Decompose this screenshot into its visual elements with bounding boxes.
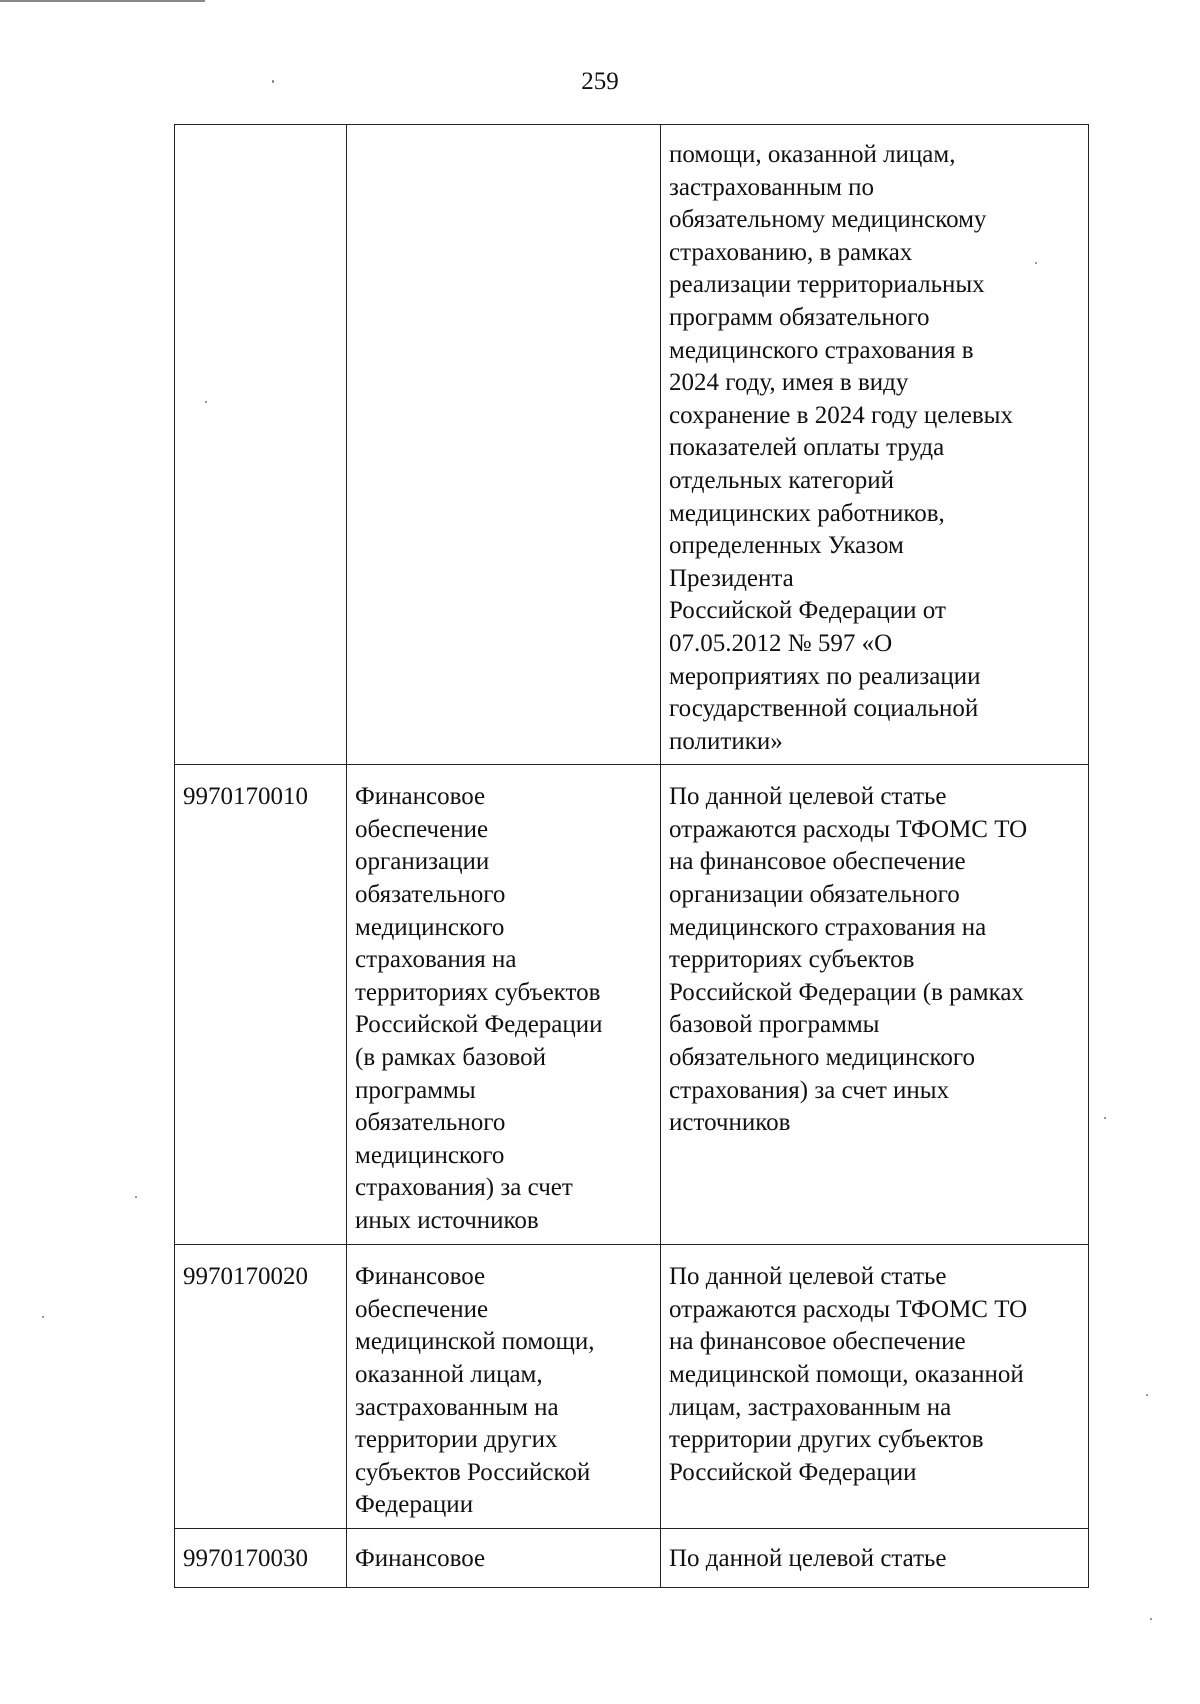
- target-articles-table: [174, 124, 1089, 1588]
- table-row: [175, 1529, 1089, 1588]
- code-cell: 9970170010: [175, 765, 347, 1245]
- scan-speck: [1150, 1618, 1152, 1620]
- name-cell: Финансовое: [347, 1529, 661, 1588]
- scan-speck: [1035, 262, 1037, 264]
- code-cell: 9970170020: [175, 1245, 347, 1529]
- scan-artifact-line: [0, 0, 205, 2]
- scan-speck: [1104, 1117, 1106, 1119]
- page-number: 259: [581, 68, 619, 95]
- description-cell: По данной целевой статье: [661, 1529, 1089, 1588]
- scan-speck: [135, 1196, 137, 1198]
- scan-speck: [1146, 1394, 1148, 1396]
- table-row: [175, 1245, 1089, 1529]
- scan-speck: [205, 401, 207, 403]
- name-cell: Финансовое обеспечение медицинской помощи, оказанной лицам, застрахованным на территории других субъектов Российской Федерации: [347, 1245, 661, 1529]
- scan-speck: [272, 80, 274, 83]
- name-cell: [347, 125, 661, 765]
- code-cell: [175, 125, 347, 765]
- description-cell: По данной целевой статье отражаются расходы ТФОМС ТО на финансовое обеспечение организации обязательного медицинского страхования на территориях субъектов Российской Федерации (в рамках базовой программы обязательного медицинского страхования) за счет иных источников: [661, 765, 1089, 1245]
- code-cell: 9970170030: [175, 1529, 347, 1588]
- name-cell: Финансовое обеспечение организации обязательного медицинского страхования на территориях субъектов Российской Федерации (в рамках базовой программы обязательного медицинского страхования) за счет иных источников: [347, 765, 661, 1245]
- description-cell: По данной целевой статье отражаются расходы ТФОМС ТО на финансовое обеспечение медицинской помощи, оказанной лицам, застрахованным на территории других субъектов Российской Федерации: [661, 1245, 1089, 1529]
- scan-speck: [42, 1316, 44, 1318]
- description-cell: помощи, оказанной лицам, застрахованным по обязательному медицинскому страхованию, в рамках реализации территориальных программ обязательного медицинского страхования в 2024 году, имея в виду сохранение в 2024 году целевых показателей оплаты труда отдельных категорий медицинских работников, определенных Указом Президента Российской Федерации от 07.05.2012 № 597 «О мероприятиях по реализации государственной социальной политики»: [661, 125, 1089, 765]
- table-row: [175, 125, 1089, 765]
- table-row: [175, 765, 1089, 1245]
